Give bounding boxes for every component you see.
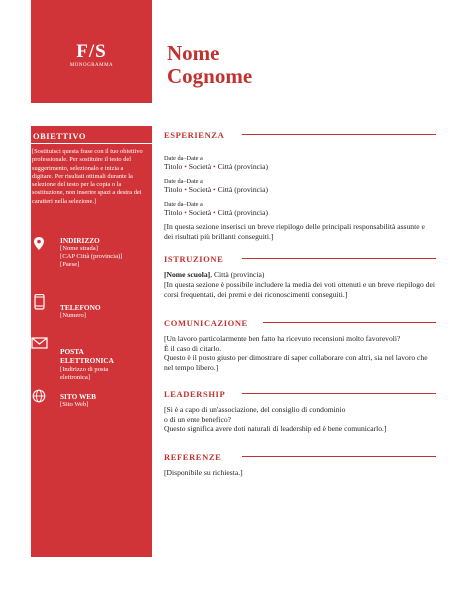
website-value: [Sito Web] <box>60 401 89 408</box>
job-1-company: Società <box>188 162 212 171</box>
sidebar <box>31 126 152 557</box>
objective-text: [Sostituisci questa frase con il tuo obiettivo professionale. Per sostituire il testo del suggerimento, selezionalo e inizia a digitare. Per risultati ottimali durante la selezione del testo per la copia o la sostituzione, non inserire spazi a destra dei caratteri nella selezione.] <box>32 148 143 205</box>
address-label: INDIRIZZO <box>60 236 100 245</box>
job-1-title: Titolo <box>164 162 183 171</box>
separator-dot: • <box>213 208 216 217</box>
communication-heading: COMUNICAZIONE <box>164 318 248 328</box>
education-rule <box>242 258 436 259</box>
separator-dot: • <box>184 162 187 171</box>
leadership-rule <box>242 393 436 394</box>
job-2-city: Città (provincia) <box>217 185 269 194</box>
objective-heading: OBIETTIVO <box>33 131 86 141</box>
experience-rule <box>242 134 436 135</box>
separator-dot: • <box>184 208 187 217</box>
website-label: SITO WEB <box>60 392 97 401</box>
leadership-text: [Si è a capo di un'associazione, del consiglio di condominio o di un ente benefico? Questo significa avere doti naturali di leadership ed è bene comunicarlo.] <box>164 405 387 433</box>
references-heading: REFERENZE <box>164 452 222 462</box>
job-2-title: Titolo <box>164 185 183 194</box>
phone-icon <box>31 294 49 310</box>
job-3-line <box>164 208 436 218</box>
communication-rule <box>263 322 436 323</box>
education-school-line <box>164 270 436 280</box>
job-1-city: Città (provincia) <box>217 162 269 171</box>
job-1-dates: Date da–Date a <box>164 155 203 162</box>
job-2-company: Società <box>188 185 212 194</box>
monogram-letters: F/S <box>76 41 107 62</box>
address-city: [CAP Città (provincia)] <box>60 253 123 260</box>
experience-heading: ESPERIENZA <box>164 130 225 140</box>
job-3-title: Titolo <box>164 208 183 217</box>
separator-dot: • <box>213 162 216 171</box>
references-text: [Disponibile su richiesta.] <box>164 468 243 477</box>
first-name: Nome <box>167 41 220 65</box>
monogram-block <box>31 0 152 103</box>
job-2-dates: Date da–Date a <box>164 178 203 185</box>
email-label: POSTA ELETTRONICA <box>60 347 114 365</box>
job-3-dates: Date da–Date a <box>164 201 203 208</box>
phone-value: [Numero] <box>60 312 86 319</box>
name-heading <box>167 42 252 88</box>
address-country: [Paese] <box>60 261 80 268</box>
leadership-heading: LEADERSHIP <box>164 389 226 399</box>
monogram-label: MONOGRAMMA <box>69 63 114 68</box>
job-3-city: Città (provincia) <box>217 208 269 217</box>
references-rule <box>242 456 436 457</box>
objective-divider <box>31 143 152 144</box>
education-heading: ISTRUZIONE <box>164 254 224 264</box>
separator-dot: • <box>184 185 187 194</box>
last-name: Cognome <box>167 64 253 88</box>
location-pin-icon <box>31 236 49 252</box>
address-street: [Nome strada] <box>60 245 98 252</box>
job-2-line <box>164 185 436 195</box>
phone-label: TELEFONO <box>60 303 101 312</box>
job-3-company: Società <box>188 208 212 217</box>
envelope-icon <box>31 336 49 352</box>
globe-icon <box>31 388 49 404</box>
school-city: , Città (provincia) <box>210 270 265 279</box>
email-value: [Indirizzo di posta elettronica] <box>60 366 109 382</box>
education-text: [In questa sezione è possibile includere la media dei voti ottenuti e un breve riepilogo dei corsi frequentati, dei premi e dei riconoscimenti conseguiti.] <box>164 280 435 299</box>
job-1-line <box>164 162 436 172</box>
separator-dot: • <box>213 185 216 194</box>
school-name: [Nome scuola] <box>164 270 211 279</box>
experience-summary: [In questa sezione inserisci un breve riepilogo delle principali responsabilità assunte e dei risultati più brillanti conseguiti.] <box>164 222 425 241</box>
communication-text: [Un lavoro particolarmente ben fatto ha ricevuto recensioni molto favorevoli? È il caso di citarlo. Questo è il posto giusto per dimostrare di saper collaborare con altri, sia nel lavoro che nel tempo libero.] <box>164 334 428 372</box>
